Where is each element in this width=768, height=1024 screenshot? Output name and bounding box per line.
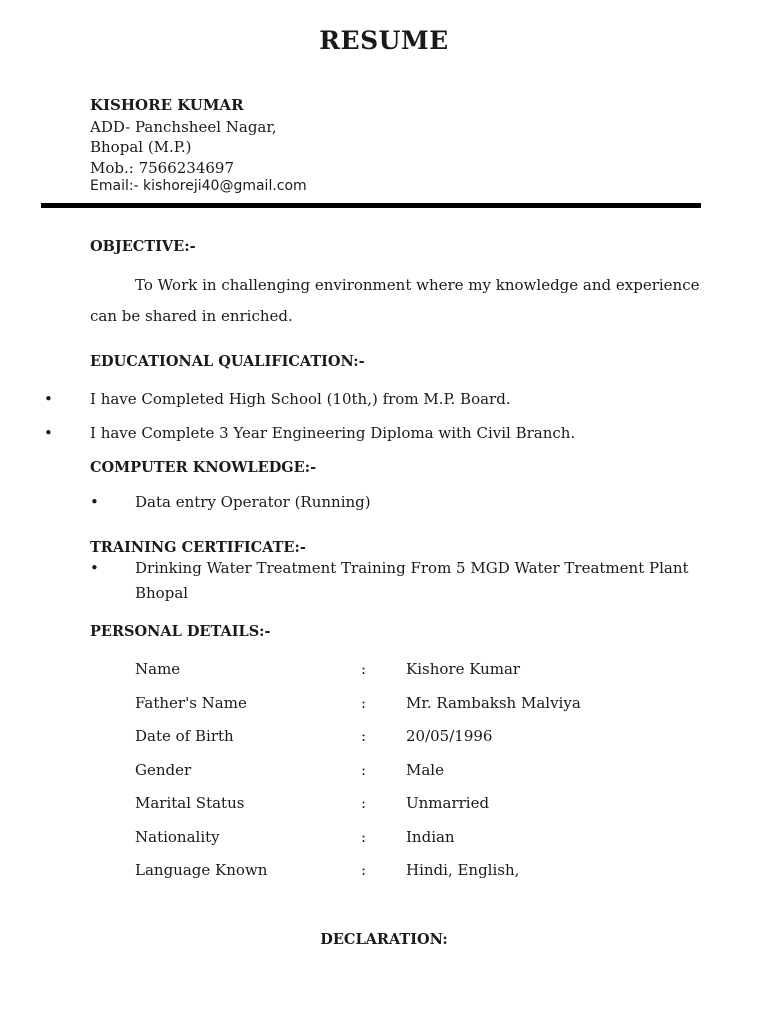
field-label: Father's Name [135,694,247,712]
field-separator: : [361,761,367,779]
field-separator: : [361,861,367,879]
personal-heading: PERSONAL DETAILS:- [90,623,271,640]
bullet-icon: • [44,390,53,408]
field-separator: : [361,727,367,745]
field-value: Male [406,761,444,779]
field-value: Indian [406,828,455,846]
computer-item: Data entry Operator (Running) [135,493,371,511]
address-line-2: Bhopal (M.P.) [90,138,192,156]
field-label: Nationality [135,828,220,846]
bullet-icon: • [90,559,99,577]
field-label: Gender [135,761,192,779]
field-label: Name [135,660,181,678]
bullet-icon: • [44,424,53,442]
field-value: Kishore Kumar [406,660,521,678]
computer-heading: COMPUTER KNOWLEDGE:- [90,459,317,476]
bullet-icon: • [90,493,99,511]
training-item-line-2: Bhopal [135,584,189,602]
field-label: Date of Birth [135,727,234,745]
field-separator: : [361,828,367,846]
field-value: Hindi, English, [406,861,520,879]
address-line-1: ADD- Panchsheel Nagar, [90,118,277,136]
candidate-name: KISHORE KUMAR [90,96,244,114]
field-label: Language Known [135,861,268,879]
resume-title: RESUME [319,26,449,55]
field-separator: : [361,794,367,812]
field-separator: : [361,694,367,712]
education-heading: EDUCATIONAL QUALIFICATION:- [90,353,365,370]
declaration-heading: DECLARATION: [320,931,448,948]
header-divider [41,203,701,208]
objective-heading: OBJECTIVE:- [90,238,196,255]
mobile-number: Mob.: 7566234697 [90,159,235,177]
field-separator: : [361,660,367,678]
training-item-line-1: Drinking Water Treatment Training From 5 MGD Water Treatment Plant [135,559,689,577]
field-value: Mr. Rambaksh Malviya [406,694,581,712]
field-value: Unmarried [406,794,490,812]
training-heading: TRAINING CERTIFICATE:- [90,539,306,556]
field-value: 20/05/1996 [406,727,493,745]
email-address: Email:- kishoreji40@gmail.com [90,178,307,194]
education-item: I have Complete 3 Year Engineering Diploma with Civil Branch. [90,424,576,442]
objective-text-line-1: To Work in challenging environment where my knowledge and experience [135,276,700,294]
field-label: Marital Status [135,794,245,812]
education-item: I have Completed High School (10th,) from M.P. Board. [90,390,511,408]
objective-text-line-2: can be shared in enriched. [90,307,293,325]
